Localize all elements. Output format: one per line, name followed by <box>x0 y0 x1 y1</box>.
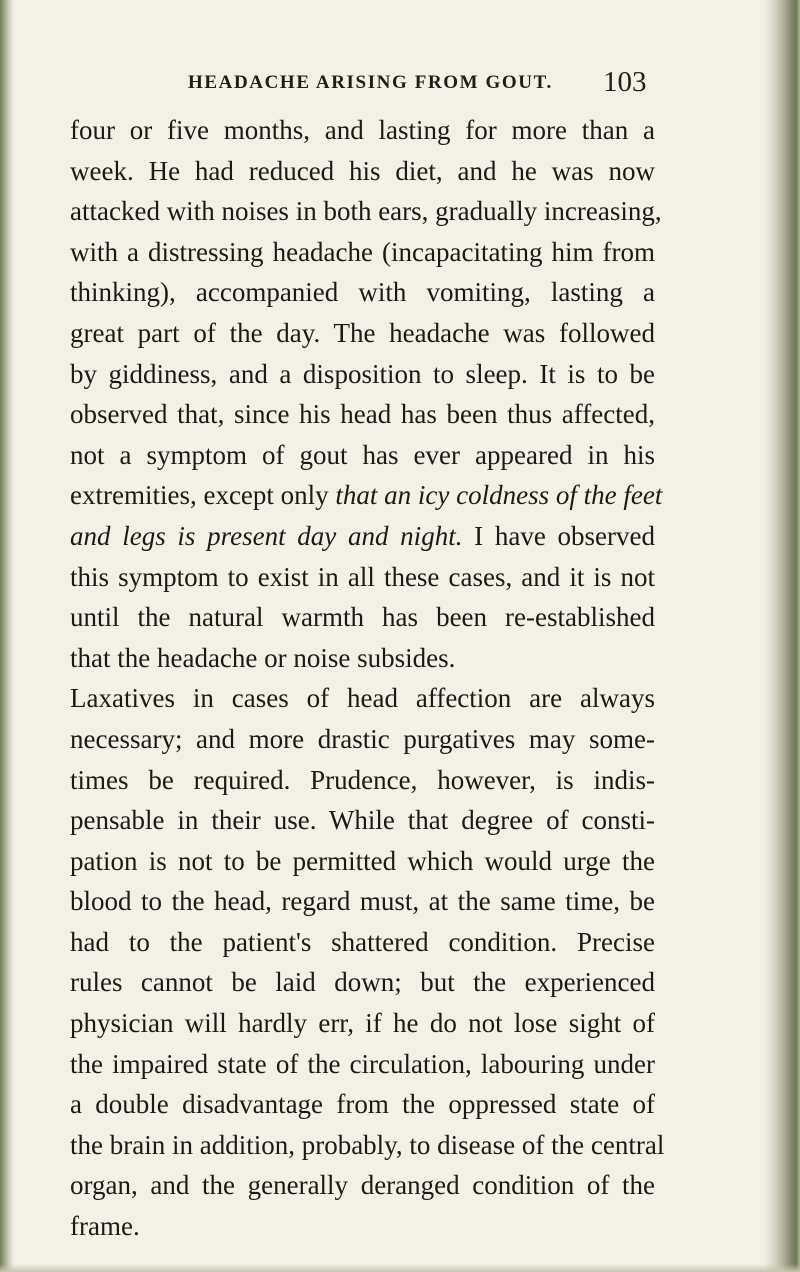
text-line: Laxatives in cases of head affection are always <box>70 683 655 714</box>
text-line: necessary; and more drastic purgatives may some- <box>70 723 655 754</box>
text-line: organ, and the generally deranged condition of the <box>70 1170 655 1201</box>
text-line: rules cannot be laid down; but the experienced <box>70 967 655 998</box>
page-binding-shadow <box>764 0 800 1272</box>
page-number: 103 <box>603 66 647 98</box>
body-text <box>70 110 665 1247</box>
text-line: observed that, since his head has been thus affected, <box>70 399 655 430</box>
page-bottom-edge <box>0 1264 800 1272</box>
text-line: the brain in addition, probably, to disease of the central <box>70 1129 665 1160</box>
running-head: HEADACHE ARISING FROM GOUT. <box>188 72 553 93</box>
text-line: that the headache or noise subsides. <box>70 642 456 673</box>
text-line: week. He had reduced his diet, and he was now <box>70 155 655 186</box>
text-line: great part of the day. The headache was followed <box>70 317 655 348</box>
text-line: this symptom to exist in all these cases, and it is not <box>70 561 655 592</box>
page-left-edge-shadow <box>0 0 14 1272</box>
text-line: times be required. Prudence, however, is indis- <box>70 764 655 795</box>
text-line: thinking), accompanied with vomiting, lasting a <box>70 277 655 308</box>
text-line: a double disadvantage from the oppressed state of <box>70 1089 655 1120</box>
text-line: pation is not to be permitted which would urge the <box>70 845 655 876</box>
text-line: not a symptom of gout has ever appeared in his <box>70 439 655 470</box>
text-segment: I have observed <box>462 520 655 551</box>
italic-emphasis: and legs is present day and night. <box>70 520 463 551</box>
text-segment: extremities, except only <box>70 480 336 511</box>
text-line: frame. <box>70 1211 140 1242</box>
text-line: physician will hardly err, if he do not lose sight of <box>70 1008 655 1039</box>
text-line <box>70 475 663 516</box>
text-line: pensable in their use. While that degree of consti- <box>70 805 655 836</box>
text-line: until the natural warmth has been re-established <box>70 602 655 633</box>
text-line: the impaired state of the circulation, labouring under <box>70 1048 655 1079</box>
text-line <box>70 516 655 557</box>
italic-emphasis: that an icy coldness of the feet <box>335 480 663 511</box>
text-line: by giddiness, and a disposition to sleep. It is to be <box>70 358 655 389</box>
text-line: had to the patient's shattered condition. Precise <box>70 926 655 957</box>
text-line: four or five months, and lasting for more than a <box>70 115 655 145</box>
text-line: blood to the head, regard must, at the same time, be <box>70 886 655 917</box>
text-line: attacked with noises in both ears, gradually increasing, <box>70 196 662 227</box>
text-line: with a distressing headache (incapacitating him from <box>70 236 655 267</box>
